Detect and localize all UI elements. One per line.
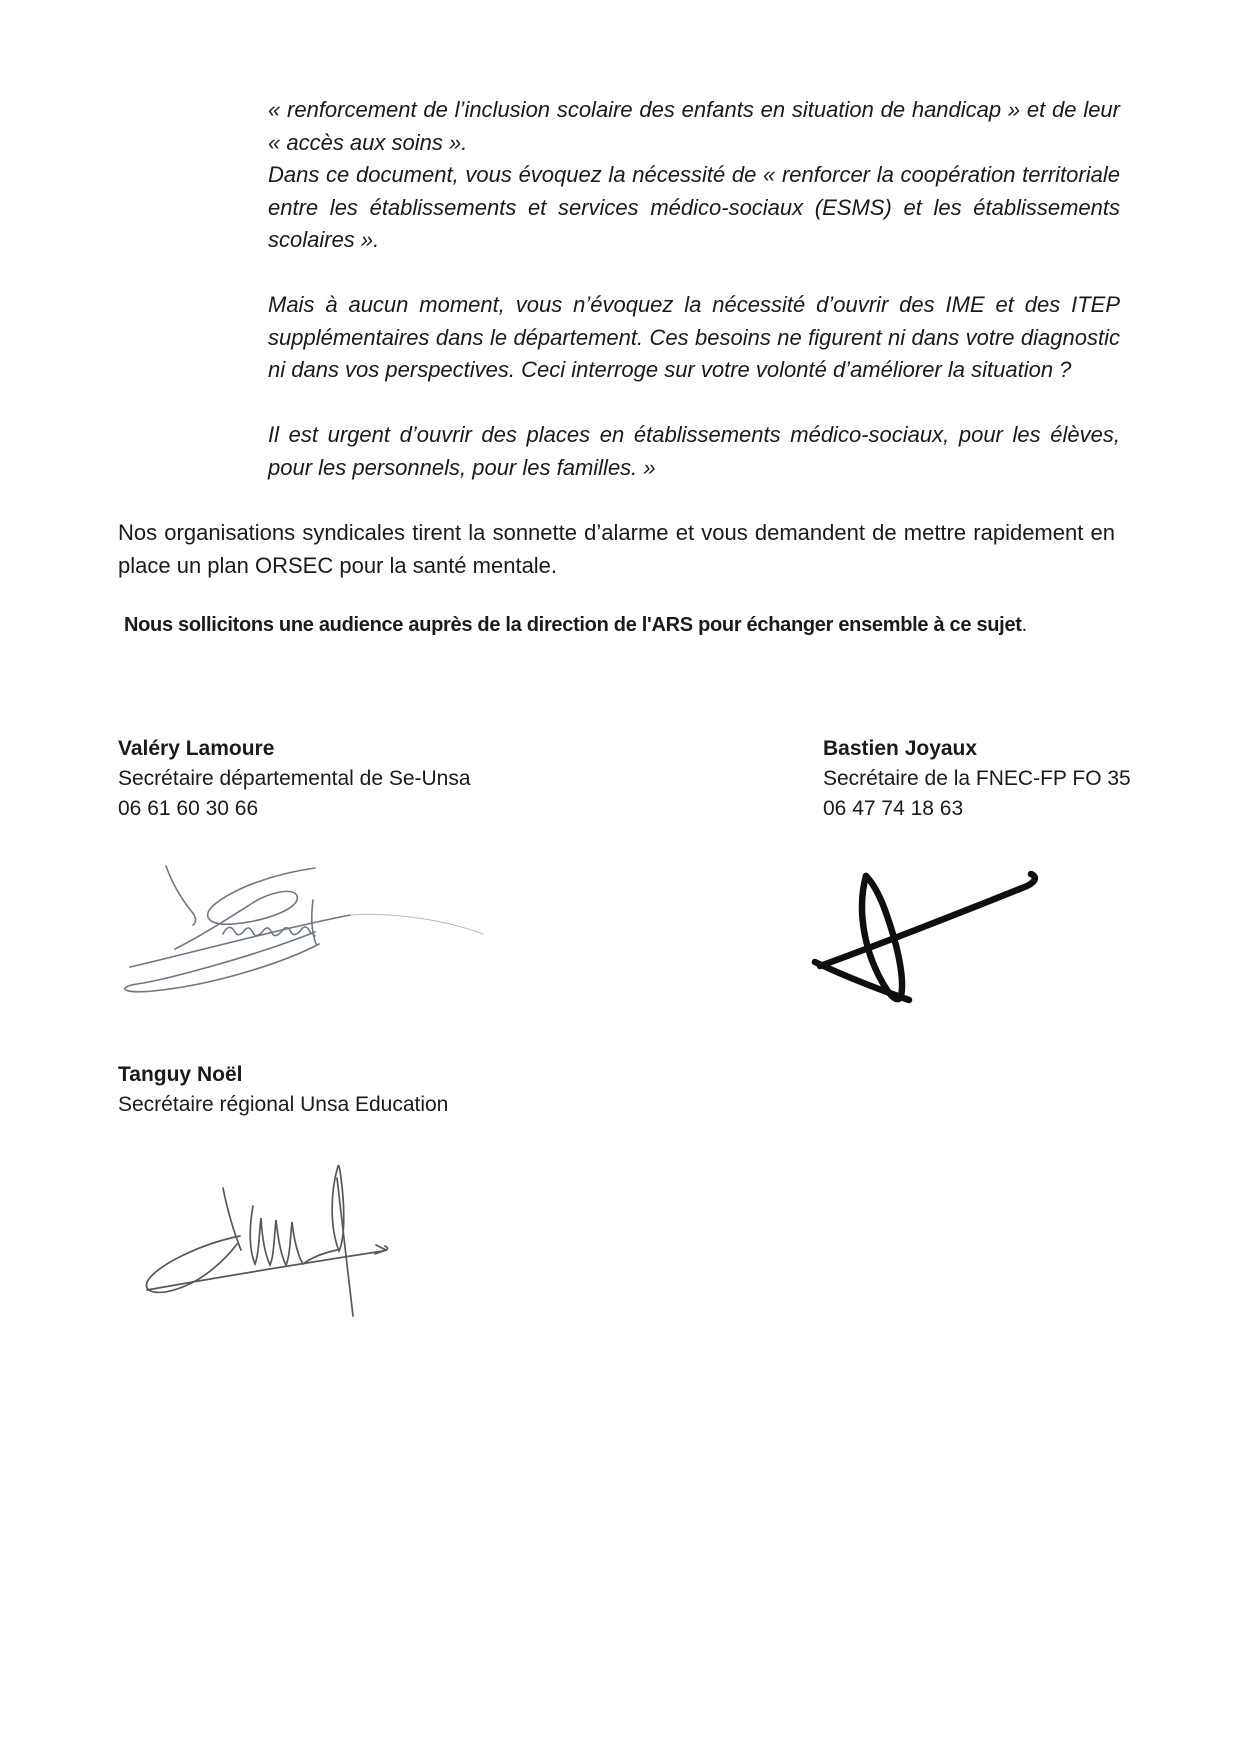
- quote-paragraph-2: Dans ce document, vous évoquez la nécessité de « renforcer la coopération territoriale entre les établissements et services médico-sociaux (ESMS) et les établissements scolaires ».: [268, 162, 1120, 252]
- signer-name-noel: Tanguy Noël: [118, 1062, 243, 1086]
- signer-name-lamoure: Valéry Lamoure: [118, 736, 275, 760]
- signer-role-noel: Secrétaire régional Unsa Education: [118, 1092, 449, 1116]
- audience-request-bold-text: Nous sollicitons une audience auprès de la direction de l'ARS pour échanger ensemble à ce sujet: [124, 614, 1022, 636]
- quote-paragraph-3: Mais à aucun moment, vous n’évoquez la nécessité d’ouvrir des IME et des ITEP supplémentaires dans le département. Ces besoins ne figurent ni dans votre diagnostic ni dans vos perspectives. Ceci interroge sur votre volonté d’améliorer la situation ?: [268, 292, 1120, 382]
- signer-phone-lamoure: 06 61 60 30 66: [118, 796, 259, 820]
- signer-block-noel: [118, 1060, 1133, 1120]
- audience-request-period: .: [1021, 614, 1027, 636]
- signer-phone-joyaux: 06 47 74 18 63: [823, 796, 964, 820]
- signer-block-lamoure: [118, 734, 823, 824]
- body-paragraph: Nos organisations syndicales tirent la sonnette d’alarme et vous demandent de mettre rapidement en place un plan ORSEC pour la santé mentale.: [118, 520, 1115, 578]
- signer-name-joyaux: Bastien Joyaux: [823, 736, 978, 760]
- signer-role-joyaux: Secrétaire de la FNEC-FP FO 35: [823, 766, 1131, 790]
- quote-paragraph-1: « renforcement de l’inclusion scolaire des enfants en situation de handicap » et de leur « accès aux soins ».: [268, 97, 1120, 155]
- joyaux-signature: [775, 858, 1045, 1018]
- signers-row: [118, 734, 1133, 824]
- signer-role-lamoure: Secrétaire départemental de Se-Unsa: [118, 766, 471, 790]
- audience-request-line: [118, 609, 1133, 642]
- quote-paragraph-4: Il est urgent d’ouvrir des places en établissements médico-sociaux, pour les élèves, pour les personnels, pour les familles. »: [268, 422, 1120, 480]
- noel-signature: [125, 1148, 415, 1328]
- lamoure-signature: [105, 852, 485, 1002]
- signer-block-joyaux: [823, 734, 1133, 824]
